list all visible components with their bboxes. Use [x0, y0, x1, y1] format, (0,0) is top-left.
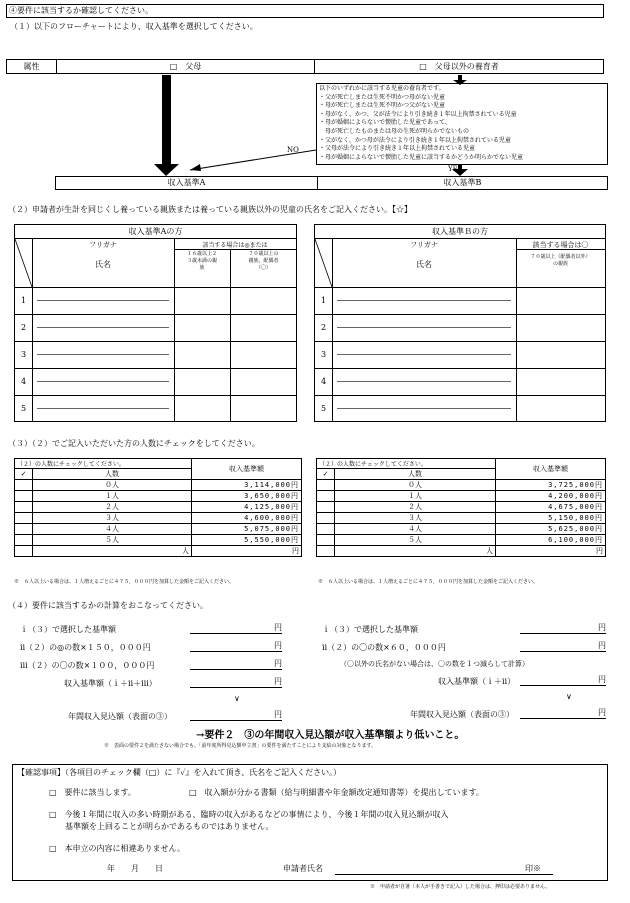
check-cell[interactable]: [15, 502, 33, 513]
check-cell[interactable]: [317, 524, 335, 535]
check-cell[interactable]: [317, 491, 335, 502]
condition-item: ・母がなく、かつ、父が法令により引き続き１年以上拘禁されている児童: [319, 110, 517, 118]
applicant-name-field[interactable]: [335, 874, 553, 875]
step4-title: （４）要件に該当するかの計算をおこなってください。: [8, 601, 208, 610]
amount-table-b: [316, 458, 606, 557]
check-cell[interactable]: [317, 513, 335, 524]
calc-left-total: 収入基準額（ｉ＋ⅱ＋ⅲ）: [64, 679, 157, 688]
people-cell: １人: [335, 491, 496, 502]
people-cell[interactable]: 人: [33, 546, 192, 557]
requirement-note: ※ 表面の要件２を満たさない場合でも、「前年度所得見込額申立書」の要件を満たすことにより支給の対象となります。: [104, 743, 377, 749]
check-cell[interactable]: [15, 535, 33, 546]
calc-right-i: ｉ（３）で選択した基準額: [322, 625, 418, 634]
confirm-future-income-text: 基準額を上回ることが明らかであるものではありません。: [65, 822, 274, 831]
check-cell[interactable]: [15, 546, 33, 557]
check-header: （２）の人数にチェックしてください。: [317, 459, 496, 469]
row-number: 5: [320, 404, 327, 413]
people-cell: ３人: [33, 513, 192, 524]
condition-item: ・父が死亡しまたは生死不明かつ母がない児童: [319, 93, 446, 101]
amount-cell: 3,650,000円: [192, 491, 302, 502]
step3-title: （３）（２）でご記入いただいた方の人数にチェックをしてください。: [8, 439, 260, 448]
age-70-header: ７０歳以上（配偶者以外） の親族: [530, 254, 591, 267]
check-cell[interactable]: [15, 513, 33, 524]
condition-item: ・母が婚姻によらないで懐胎した児童に該当するかどうか明らかでない児童: [319, 153, 524, 161]
calc-right-note: （〇以外の氏名がない場合は、〇の数を１つ減らして計算）: [340, 660, 529, 668]
calc-left-i-field[interactable]: 円: [190, 622, 282, 634]
furigana-header: フリガナ: [410, 241, 438, 249]
amount-cell: 5,075,000円: [192, 524, 302, 535]
row-number: 1: [320, 296, 327, 305]
calc-left-annual-field[interactable]: 円: [190, 709, 282, 721]
applicable-header: 該当する場合は◎または: [202, 242, 268, 249]
result-a: 収入基準A: [56, 177, 318, 189]
row-number: 1: [20, 296, 27, 305]
name-header: 氏名: [416, 260, 432, 269]
calc-right-total: 収入基準額（ｉ＋ⅱ）: [438, 677, 516, 686]
seal-mark: 印※: [525, 864, 541, 873]
calc-right-annual: 年間収入見込額（表面の③）: [410, 710, 514, 719]
check-cell[interactable]: [317, 480, 335, 491]
amount-header: 収入基準額: [192, 459, 302, 480]
row-number: 2: [20, 323, 27, 332]
calc-right-i-field[interactable]: 円: [520, 622, 606, 634]
footnote: ※ 申請者が自署（本人が手書きで記入）した場合は、押印は必要ありません。: [370, 884, 551, 890]
people-cell[interactable]: 人: [335, 546, 496, 557]
check-mark-header: ✓: [15, 469, 33, 480]
confirm-income-doc-checkbox[interactable]: □ 収入額が分かる書類（給与明細書や年金額改定通知書等）を提出しています。: [189, 788, 484, 797]
people-cell: ４人: [33, 524, 192, 535]
requirement-2: →要件２ ③の年間収入見込額が収入基準額より低いこと。: [196, 730, 465, 741]
amount-cell: 5,625,000円: [496, 524, 606, 535]
amount-header: 収入基準額: [496, 459, 606, 480]
date-field[interactable]: 年 月 日: [107, 864, 163, 873]
names-table-b-title: 収入基準Ｂの方: [315, 225, 605, 239]
row-number: 4: [320, 377, 327, 386]
people-header: 人数: [33, 469, 192, 480]
gte-symbol: ∨: [566, 692, 572, 701]
condition-item: ・父母が法令により引き続き１年以上拘禁されている児童: [319, 145, 476, 153]
age-16-23-header: １６歳以上２ ３歳未満の親 族: [186, 251, 217, 271]
age-70-header: ７０歳以上の 親族、配偶者 （〇）: [248, 251, 279, 271]
calc-left-iii-field[interactable]: 円: [190, 658, 282, 670]
confirmation-box: [12, 764, 608, 881]
note-b: ※ ６人以上いる場合は、１人増えるごとに４７５，０００円を加算した金額をご記入ください。: [318, 579, 539, 585]
name-header: 氏名: [95, 260, 111, 269]
conditions-title: 以下のいずれかに該当する児童の養育者です。: [319, 85, 445, 92]
calc-right-total-field[interactable]: 円: [520, 674, 606, 686]
calc-left-ii: ⅱ（２）の◎の数×１５０，０００円: [20, 643, 151, 652]
calc-right-ii: ⅱ（２）の〇の数×６０，０００円: [322, 643, 446, 652]
calc-left-annual: 年間収入見込額（表面の③）: [68, 712, 172, 721]
people-cell: ０人: [335, 480, 496, 491]
amount-cell: 4,600,000円: [192, 513, 302, 524]
check-cell[interactable]: [317, 535, 335, 546]
applicant-name-label: 申請者氏名: [283, 864, 323, 873]
condition-item: 母が死亡したものまたは母の生死が明らかでないもの: [319, 127, 470, 135]
gte-symbol: ∨: [234, 694, 240, 703]
calc-right-annual-field[interactable]: 円: [520, 707, 606, 719]
people-cell: ５人: [33, 535, 192, 546]
applicable-header: 該当する場合は〇: [532, 241, 589, 249]
amount-cell: 4,675,000円: [496, 502, 606, 513]
check-cell[interactable]: [15, 491, 33, 502]
confirm-future-income-checkbox[interactable]: □ 今後１年間に収入の多い時期がある、臨時の収入があるなどの事情により、今後１年間の収入見込額が収入: [49, 810, 449, 819]
result-row: [55, 176, 608, 190]
result-b: 収入基準B: [443, 178, 482, 187]
confirm-eligible-checkbox[interactable]: □ 要件に該当します。: [49, 788, 136, 797]
note-a: ※ ６人以上いる場合は、１人増えるごとに４７５，０００円を加算した金額をご記入ください。: [14, 579, 235, 585]
row-number: 3: [20, 350, 27, 359]
row-number: 5: [20, 404, 27, 413]
row-number: 2: [320, 323, 327, 332]
check-cell[interactable]: [15, 480, 33, 491]
furigana-header: フリガナ: [89, 241, 117, 249]
people-cell: ５人: [335, 535, 496, 546]
step1-title: （１）以下のフローチャートにより、収入基準を選択してください。: [10, 22, 258, 31]
people-header: 人数: [335, 469, 496, 480]
amount-cell: 4,125,000円: [192, 502, 302, 513]
amount-cell: 3,114,000円: [192, 480, 302, 491]
amount-table-a: [14, 458, 302, 557]
parent-checkbox-label[interactable]: □ 父母: [57, 60, 315, 73]
calc-left-i: ｉ（３）で選択した基準額: [20, 625, 116, 634]
names-table-a: [14, 224, 297, 422]
no-label: NO: [287, 146, 299, 154]
amount-cell: 6,100,000円: [496, 535, 606, 546]
other-guardian-checkbox-label[interactable]: □ 父母以外の養育者: [419, 62, 499, 71]
row-number: 3: [320, 350, 327, 359]
check-cell[interactable]: [15, 524, 33, 535]
people-cell: ４人: [335, 524, 496, 535]
amount-cell: 5,550,000円: [192, 535, 302, 546]
amount-cell[interactable]: 円: [192, 546, 302, 557]
row-number: 4: [20, 377, 27, 386]
people-cell: １人: [33, 491, 192, 502]
calc-left-total-field[interactable]: 円: [190, 676, 282, 688]
names-table-a-title: 収入基準Aの方: [15, 225, 296, 239]
people-cell: ３人: [335, 513, 496, 524]
people-cell: ０人: [33, 480, 192, 491]
condition-item: ・母が婚姻によらないで懐胎した児童であって、: [319, 119, 451, 127]
check-cell[interactable]: [317, 502, 335, 513]
amount-cell: 5,150,000円: [496, 513, 606, 524]
amount-cell: 4,200,000円: [496, 491, 606, 502]
attribute-label: 属性: [7, 60, 57, 73]
condition-item: ・父がなく、かつ母が法令により引き続き１年以上拘禁されている児童: [319, 136, 511, 144]
yes-label: YES: [448, 165, 463, 173]
amount-cell[interactable]: 円: [496, 546, 606, 557]
calc-right-ii-field[interactable]: 円: [520, 640, 606, 652]
check-mark-header: ✓: [317, 469, 335, 480]
calc-left-ii-field[interactable]: 円: [190, 640, 282, 652]
condition-item: ・母が死亡しまたは生死不明かつ父がない児童: [319, 102, 446, 110]
step2-title: （２）申請者が生計を同じくし養っている親族または養っている親族以外の児童の氏名をご記入ください。【☆】: [8, 205, 412, 214]
check-cell[interactable]: [317, 546, 335, 557]
people-cell: ２人: [33, 502, 192, 513]
check-header: （２）の人数にチェックしてください。: [15, 459, 192, 469]
confirm-content-checkbox[interactable]: □ 本申立の内容に相違ありません。: [49, 844, 186, 853]
flowchart-arrows: [0, 0, 630, 200]
names-table-b: [314, 224, 606, 422]
people-cell: ２人: [335, 502, 496, 513]
amount-cell: 3,725,000円: [496, 480, 606, 491]
calc-left-iii: ⅲ（２）の〇の数×１００，０００円: [20, 661, 155, 670]
instruction-text: ④要件に該当するか確認してください。: [9, 6, 153, 15]
confirmation-title: 【確認事項】（各項目のチェック欄（□）に『✓』を入れて頂き、氏名をご記入ください。）: [17, 768, 342, 777]
